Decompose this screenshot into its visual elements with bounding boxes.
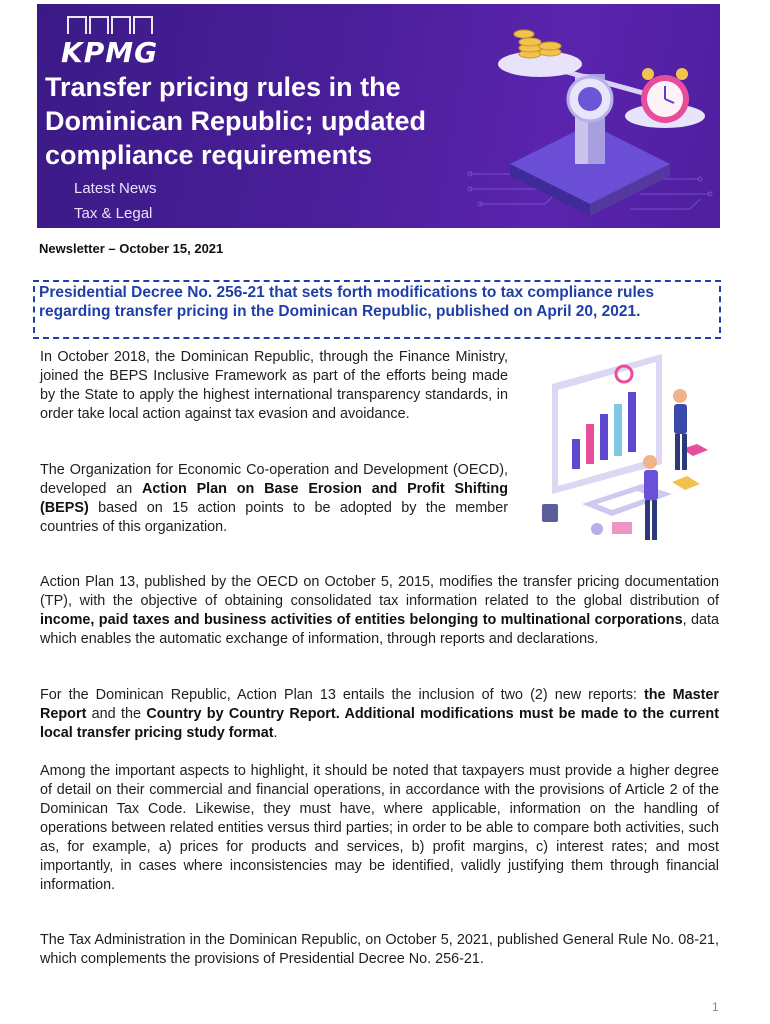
p4-text-c: and the: [86, 706, 147, 722]
p4-text-a: For the Dominican Republic, Action Plan 13 entails the inclusion of two (2) new reports:: [40, 687, 644, 703]
p3-text-a: Action Plan 13, published by the OECD on October 5, 2015, modifies the transfer pricing documentation (TP), with the objective of obtaining consolidated tax information related to the global distribution of: [40, 574, 719, 609]
banner-title: [45, 70, 475, 172]
banner-title-line-2: Dominican Republic; updated: [45, 106, 427, 136]
page-number: 1: [712, 1000, 719, 1014]
paragraph-oecd: [40, 461, 508, 537]
newsletter-date: Newsletter – October 15, 2021: [39, 241, 224, 256]
p3-bold: income, paid taxes and business activities of entities belonging to multinational corporations: [40, 612, 683, 628]
p2-bold: Action Plan on Base Erosion and Profit Shifting (BEPS): [40, 481, 508, 516]
header-banner: [37, 4, 720, 228]
banner-subtitle-news: Latest News: [74, 180, 157, 197]
banner-subtitle-category: Tax & Legal: [74, 205, 153, 222]
logo-boxes-icon: [67, 16, 153, 34]
paragraph-action-plan-13: [40, 573, 719, 649]
banner-title-line-1: Transfer pricing rules in the: [45, 72, 401, 102]
p3-text-c: , data which enables the automatic exchange of information, through reports and declarations.: [40, 612, 719, 647]
paragraph-general-rule: The Tax Administration in the Dominican Republic, on October 5, 2021, published General Rule No. 08-21, which complements the provisions of Presidential Decree No. 256-21.: [40, 932, 719, 967]
article-headline: Presidential Decree No. 256-21 that sets forth modifications to tax compliance rules regarding transfer pricing in the Dominican Republic, published on April 20, 2021.: [39, 284, 655, 320]
p2-text-c: based on 15 action points to be adopted by the member countries of this organization.: [40, 500, 508, 535]
paragraph-new-reports: [40, 686, 719, 743]
p4-text-e: .: [273, 725, 278, 741]
balance-scale-illustration: [450, 4, 720, 228]
paragraph-beps-framework: In October 2018, the Dominican Republic, through the Finance Ministry, joined the BEPS Inclusive Framework as part of the efforts being made by the State to apply the highest international transparency standards, in order take local action against tax evasion and avoidance.: [40, 349, 508, 422]
banner-title-line-3: compliance requirements: [45, 140, 373, 170]
p2-text-a: The Organization for Economic Co-operation and Development (OECD), developed an: [40, 462, 508, 497]
p4-bold-cbc: Country by Country Report. Additional modifications must be made to the current local transfer pricing study format: [40, 706, 719, 741]
analytics-dashboard-illustration: [512, 344, 722, 554]
p4-bold-master: the Master Report: [40, 687, 719, 722]
paragraph-important-aspects: Among the important aspects to highlight, it should be noted that taxpayers must provide a higher degree of detail on their commercial and financial operations, in accordance with the provisions of Article 2 of the Dominican Tax Code. Likewise, they must have, where applicable, information on the handling of operations between related entities versus third parties; in order to be able to compare both activities, such as, for example, a) prices for products and services, b) profit margins, c) interest rates; and most importantly, in cases where inconsistencies may be identified, validly justifying them through financial information.: [40, 763, 719, 893]
kpmg-logo: [61, 14, 157, 70]
logo-text: KPMG: [61, 36, 159, 69]
